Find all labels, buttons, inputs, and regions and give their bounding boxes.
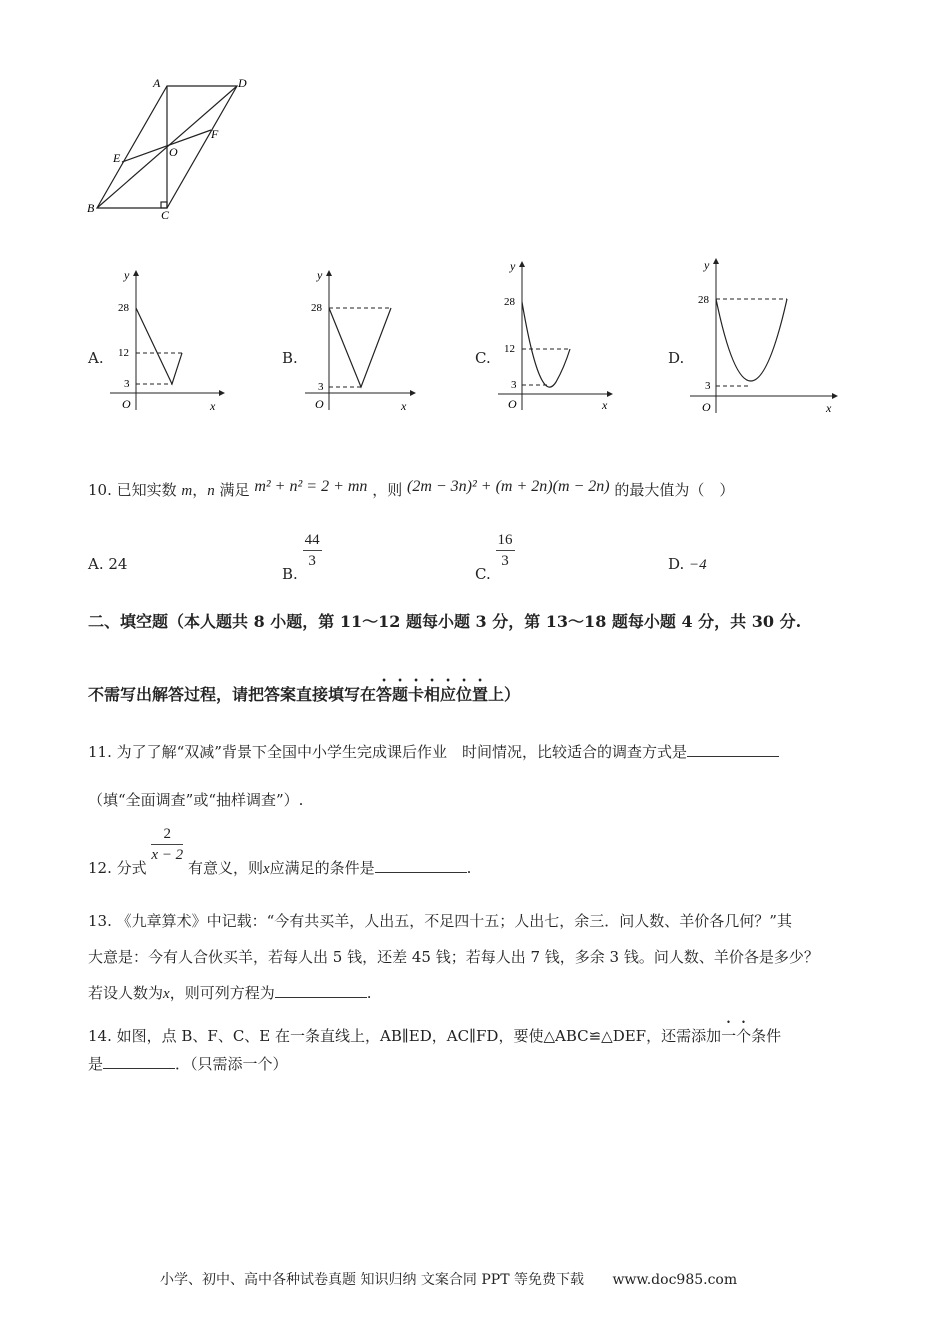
- y-axis-label: y: [510, 259, 516, 273]
- origin-label: O: [702, 400, 711, 414]
- x-axis-label: x: [602, 398, 608, 412]
- question-13-line1: 13. 《九章算术》中记载：“今有共买羊，人出五，不足四十五；人出七，余三．问人数、羊价各几何？”其: [88, 912, 792, 930]
- y-tick-3: 3: [318, 381, 324, 393]
- y-tick-12: 12: [504, 343, 515, 355]
- question-13-line2: 大意是：今有人合伙买羊，若每人出 5 钱，还差 45 钱；若每人出 7 钱，多余 3 钱。问人数、羊价各是多少？: [88, 948, 819, 966]
- answer-blank[interactable]: [275, 983, 367, 998]
- label-point-F: F: [211, 127, 219, 141]
- origin-label: O: [122, 397, 131, 411]
- question-11-line2: （填“全面调查”或“抽样调查”）.: [88, 791, 304, 809]
- question-14-line1: 14. 如图，点 B、F、C、E 在一条直线上，AB∥ED，AC∥FD，要使△ABC≌△DEF，还需添加一个条件: [88, 1027, 782, 1045]
- option-a-label: A.: [88, 349, 104, 367]
- answer-blank[interactable]: [687, 742, 779, 757]
- y-tick-3: 3: [511, 379, 517, 391]
- label-point-D: D: [238, 76, 247, 90]
- option-c-graph: [498, 258, 618, 413]
- q10-option-b: B. $\frac{44}{3}$: [282, 532, 320, 583]
- y-tick-3: 3: [124, 378, 130, 390]
- y-tick-28: 28: [311, 302, 322, 314]
- parallelogram-figure: [80, 72, 260, 222]
- section-2-heading-line1: 二、填空题（本人题共 8 小题，第 11～12 题每小题 3 分，第 13～18 题每小题 4 分，共 30 分.: [88, 612, 802, 631]
- label-point-A: A: [153, 76, 161, 90]
- q10-condition: m² + n² = 2 + mn: [254, 478, 368, 495]
- y-axis-label: y: [317, 268, 323, 282]
- option-d-graph: [690, 255, 840, 417]
- y-axis-label: y: [124, 268, 130, 282]
- option-b-label: B.: [282, 349, 298, 367]
- label-point-E: E: [113, 151, 121, 165]
- section-2-heading-line2: 不需写出解答过程，请把答案直接填写在答题卡相应位置上）: [88, 685, 521, 704]
- question-13-line3: 若设人数为x，则可列方程为 .: [88, 984, 372, 1002]
- y-tick-28: 28: [504, 296, 515, 308]
- fraction-2-over-x-minus-2: $\frac{2}{x - 2}$: [151, 826, 184, 863]
- answer-blank[interactable]: [375, 858, 467, 873]
- y-tick-3: 3: [705, 380, 711, 392]
- origin-label: O: [508, 397, 517, 411]
- option-d-label: D.: [668, 349, 685, 367]
- q10-expression: (2m − 3n)² + (m + 2n)(m − 2n): [407, 478, 610, 495]
- label-point-B: B: [87, 201, 95, 215]
- question-11-line1: 11. 为了了解“双减”背景下全国中小学生完成课后作业 时间情况，比较适合的调查方式是: [88, 742, 779, 762]
- footer: [160, 1270, 737, 1290]
- footer-url[interactable]: www.doc985.com: [612, 1272, 738, 1288]
- fraction-16-3: $\frac{16}{3}$: [497, 532, 513, 569]
- x-axis-label: x: [826, 401, 832, 415]
- option-a-graph: [110, 265, 230, 415]
- question-14-line2: 是 ．（只需添一个）: [88, 1055, 288, 1073]
- label-point-O: O: [169, 145, 178, 159]
- fraction-44-3: $\frac{44}{3}$: [304, 532, 320, 569]
- option-b-graph: [305, 265, 425, 415]
- option-c-label: C.: [475, 349, 491, 367]
- y-axis-label: y: [704, 258, 710, 272]
- q10-option-c: C. $\frac{16}{3}$: [475, 532, 513, 583]
- question-12: 12. 分式 $\frac{2}{x - 2}$ 有意义，则x应满足的条件是 .: [88, 826, 472, 877]
- y-tick-28: 28: [118, 302, 129, 314]
- footer-text: 小学、初中、高中各种试卷真题 知识归纳 文案合同 PPT 等免费下载: [160, 1272, 584, 1288]
- q10-option-d: D. −4: [668, 555, 707, 573]
- y-tick-28: 28: [698, 294, 709, 306]
- answer-blank[interactable]: [103, 1054, 175, 1069]
- x-axis-label: x: [401, 399, 407, 413]
- origin-label: O: [315, 397, 324, 411]
- y-tick-12: 12: [118, 347, 129, 359]
- label-point-C: C: [161, 208, 170, 222]
- q10-option-a: A. 24: [88, 555, 128, 573]
- question-10: 10. 已知实数 m，n 满足 m² + n² = 2 + mn ，则 (2m − 3n)² + (m + 2n)(m − 2n) 的最大值为（ ）: [88, 478, 735, 499]
- x-axis-label: x: [210, 399, 216, 413]
